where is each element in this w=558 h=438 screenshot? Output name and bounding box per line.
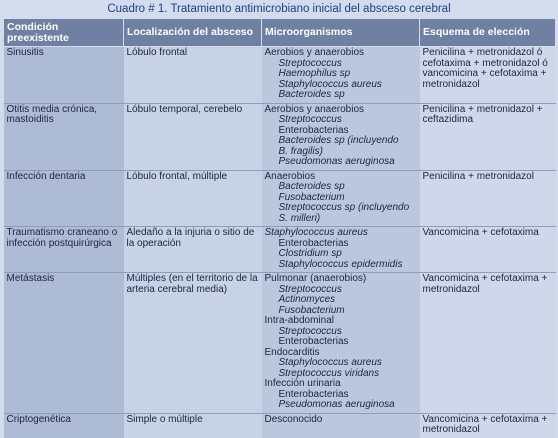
regimen-cell: Vancomicina + cefotaxima + metronidazol: [420, 273, 556, 414]
organism-line: Staphylococcus aureus: [264, 227, 368, 238]
location-cell: Aledaño a la injuria o sitio de la operación: [124, 227, 262, 273]
location-cell: Simple o múltiple: [124, 413, 262, 438]
organism-line: Fusobacterium: [278, 304, 345, 316]
condition-cell: Metástasis: [4, 273, 124, 414]
header-regimen: Esquema de elección: [420, 19, 556, 47]
organism-line: Actinomyces: [278, 294, 336, 305]
table-row: [4, 273, 556, 414]
condition-cell: Infección dentaria: [4, 170, 124, 227]
table-body: [4, 47, 556, 438]
organism-line: Staphylococcus epidermidis: [278, 258, 403, 270]
organism-line: Streptococcus viridans: [278, 367, 380, 379]
organisms-cell: [262, 103, 420, 170]
header-condition: Condición preexistente: [4, 19, 124, 47]
regimen-cell: Penicilina + metronidazol + ceftazidima: [420, 103, 556, 170]
condition-cell: Traumatismo craneano o infección postquirúrgica: [4, 227, 124, 273]
antimicrobial-table: [3, 18, 556, 438]
location-cell: Lóbulo frontal, múltiple: [124, 170, 262, 227]
organism-line: Pseudomonas aeruginosa: [278, 156, 395, 167]
organism-line: B. fragilis): [278, 145, 323, 157]
organism-line: Streptococcus sp (incluyendo: [278, 202, 410, 213]
regimen-cell: Vancomicina + cefotaxima: [420, 227, 556, 273]
header-organisms: Microorganismos: [262, 19, 420, 47]
organism-line: Streptococcus: [278, 114, 342, 125]
organisms-cell: [262, 413, 420, 438]
table-row: [4, 170, 556, 227]
organism-line: Intra-abdominal: [264, 315, 334, 326]
table-row: [4, 413, 556, 438]
organism-line: Infección urinaria: [264, 378, 341, 389]
location-cell: Múltiples (en el territorio de la arteria cerebral media): [124, 273, 262, 414]
organism-line: Bacteroides sp: [278, 89, 345, 100]
table-row: [4, 103, 556, 170]
organism-line: Aerobios y anaerobios: [264, 103, 365, 115]
regimen-cell: Penicilina + metronidazol: [420, 170, 556, 227]
organism-line: Haemophilus sp: [278, 68, 351, 79]
organism-line: Streptococcus: [278, 325, 342, 337]
regimen-cell: Penicilina + metronidazol ó cefotaxima + metronidazol ó vancomicina + cefotaxima + metronidazol: [420, 47, 556, 104]
organisms-cell: [262, 273, 420, 414]
organisms-cell: [262, 227, 420, 273]
table-caption: Cuadro # 1. Tratamiento antimicrobiano inicial del absceso cerebral: [107, 3, 451, 15]
organism-line: Anaerobios: [264, 170, 316, 182]
organism-line: Enterobacterias: [278, 237, 349, 249]
organism-line: Enterobacterias: [278, 124, 349, 136]
header-location: Localización del absceso: [124, 19, 262, 47]
organism-line: Streptococcus: [278, 57, 342, 69]
organism-line: Streptococcus: [278, 283, 342, 295]
organisms-cell: [262, 47, 420, 104]
regimen-cell: Vancomicina + cefotaxima + metronidazol: [420, 413, 556, 438]
location-cell: Lóbulo temporal, cerebelo: [124, 103, 262, 170]
table-row: [4, 47, 556, 104]
organisms-cell: [262, 170, 420, 227]
table-row: [4, 227, 556, 273]
organism-line: Fusobacterium: [278, 191, 345, 203]
organism-line: S. milleri): [278, 212, 321, 224]
organism-line: Bacteroides sp (incluyendo: [278, 135, 399, 146]
organism-line: Enterobacterias: [278, 336, 349, 347]
table-header-row: [4, 19, 556, 47]
location-cell: Lóbulo frontal: [124, 47, 262, 104]
condition-cell: Sinusitis: [4, 47, 124, 104]
organism-line: Desconocido: [264, 413, 323, 425]
organism-line: Staphylococcus aureus: [278, 78, 382, 90]
organism-line: Bacteroides sp: [278, 181, 345, 192]
organism-line: Endocarditis: [264, 346, 320, 358]
organism-line: Enterobacterias: [278, 388, 349, 400]
condition-cell: Otitis media crónica, mastoiditis: [4, 103, 124, 170]
organism-line: Clostridium sp: [278, 248, 342, 259]
organism-line: Aerobios y anaerobios: [264, 47, 365, 58]
organism-line: Staphylococcus aureus: [278, 357, 382, 368]
organism-line: Pseudomonas aeruginosa: [278, 399, 395, 410]
organism-line: Pulmonar (anaerobios): [264, 273, 367, 284]
condition-cell: Criptogenética: [4, 413, 124, 438]
